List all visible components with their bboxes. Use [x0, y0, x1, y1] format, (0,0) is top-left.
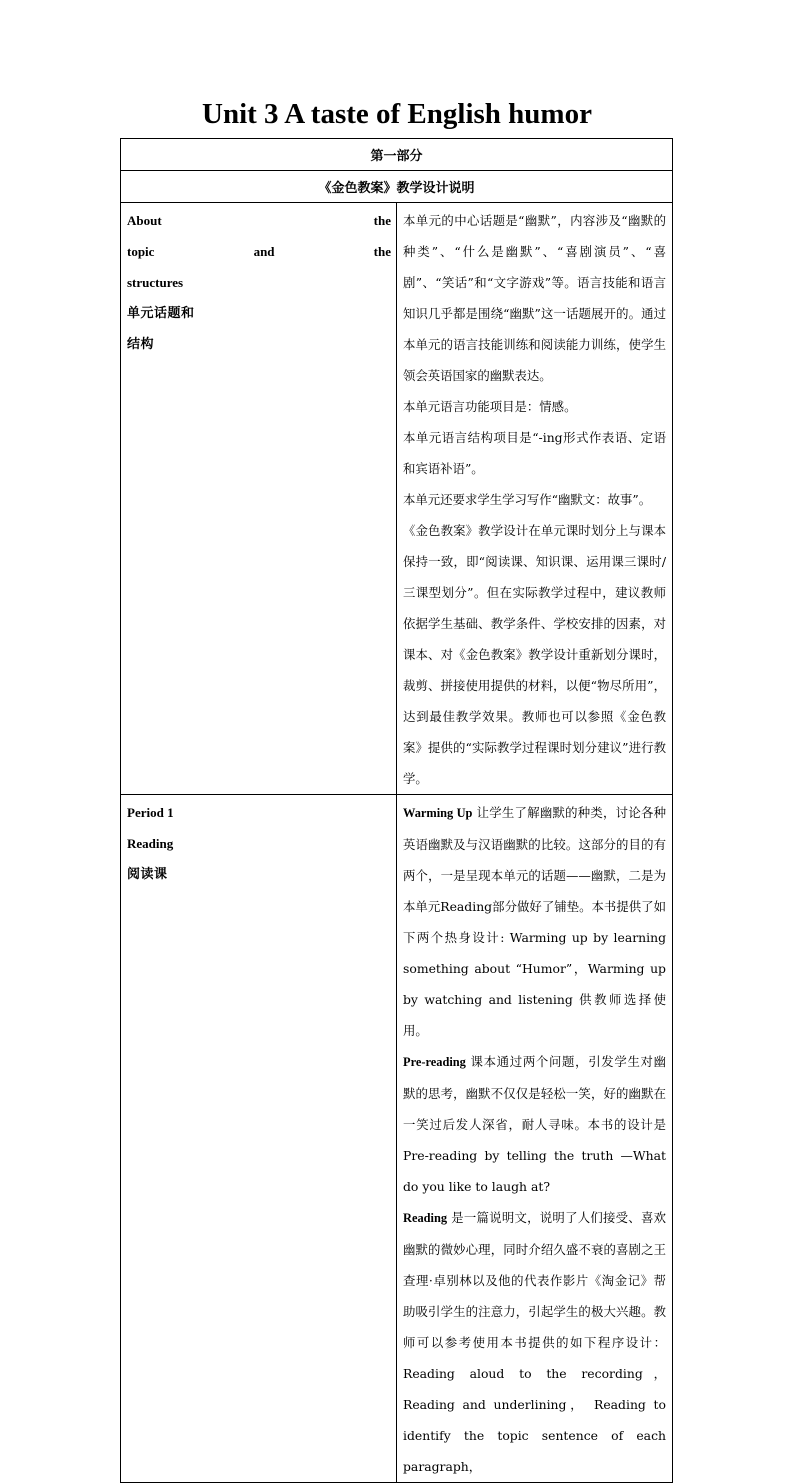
row-label-cell [121, 203, 397, 795]
section-text: 是一篇说明文，说明了人们接受、喜欢幽默的微妙心理，同时介绍久盛不衰的喜剧之王查理·卓别林以及他的代表作影片《淘金记》帮助吸引学生的注意力，引起学生的极大兴趣。教师可以参考使用本书提供的如下程序设计：Reading aloud to the recording， Reading and underlining， Reading to identify the topic sentence of each paragraph， [403, 1210, 666, 1474]
row-label-en: topic and the [127, 244, 391, 259]
row-label-en: Reading [127, 836, 174, 851]
row-label-en: About the [127, 213, 391, 228]
table-row [121, 139, 673, 171]
paragraph [403, 1202, 666, 1482]
row-content-cell [397, 203, 673, 795]
section-label: Pre-reading [403, 1055, 466, 1069]
section-label: Reading [403, 1211, 448, 1225]
document-title: Unit 3 A taste of English humor [202, 98, 592, 130]
row-label-en: Period 1 [127, 805, 174, 820]
lesson-plan-table [120, 138, 673, 1483]
paragraph: 本单元还要求学生学习写作“幽默文：故事”。 [403, 492, 652, 507]
row-label-en: structures [127, 275, 184, 290]
section-label: Warming Up [403, 806, 473, 820]
design-header: 《金色教案》教学设计说明 [121, 171, 673, 203]
section-text: 让学生了解幽默的种类，讨论各种英语幽默及与汉语幽默的比较。这部分的目的有两个，一是呈现本单元的话题——幽默，二是为本单元Reading部分做好了铺垫。本书提供了如下两个热身设计: Warming up by learning something about “Humor”，Warming up by watching and listening 供教师选择使用。 [403, 805, 666, 1038]
paragraph: 本单元语言功能项目是：情感。 [403, 399, 577, 414]
paragraph: 《金色教案》教学设计在单元课时划分上与课本保持一致，即“阅读课、知识课、运用课三课时/三课型划分”。但在实际教学过程中，建议教师依据学生基础、教学条件、学校安排的因素，对课本、对《金色教案》教学设计重新划分课时，裁剪、拼接使用提供的材料，以便“物尽所用”，达到最佳教学效果。教师也可以参照《金色教案》提供的“实际教学过程课时划分建议”进行教学。 [403, 523, 666, 786]
paragraph: 本单元语言结构项目是“-ing形式作表语、定语和宾语补语”。 [403, 430, 666, 476]
row-content-cell [397, 795, 673, 1483]
row-label-zh: 单元话题和 [127, 306, 195, 321]
table-row [121, 203, 673, 795]
part-header: 第一部分 [121, 139, 673, 171]
table-row [121, 171, 673, 203]
section-text: 课本通过两个问题，引发学生对幽默的思考，幽默不仅仅是轻松一笑，好的幽默在一笑过后发人深省，耐人寻味。本书的设计是Pre-reading by telling the truth —What do you like to laugh at? [403, 1054, 666, 1194]
paragraph [403, 1046, 666, 1202]
row-label-cell [121, 795, 397, 1483]
table-row [121, 795, 673, 1483]
paragraph: 本单元的中心话题是“幽默”，内容涉及“幽默的种类”、“什么是幽默”、“喜剧演员”、“喜剧”、“笑话”和“文字游戏”等。语言技能和语言知识几乎都是围绕“幽默”这一话题展开的。通过本单元的语言技能训练和阅读能力训练，使学生领会英语国家的幽默表达。 [403, 213, 666, 383]
row-label-zh: 阅读课 [127, 867, 168, 882]
row-label-zh: 结构 [127, 337, 155, 352]
paragraph [403, 797, 666, 1046]
